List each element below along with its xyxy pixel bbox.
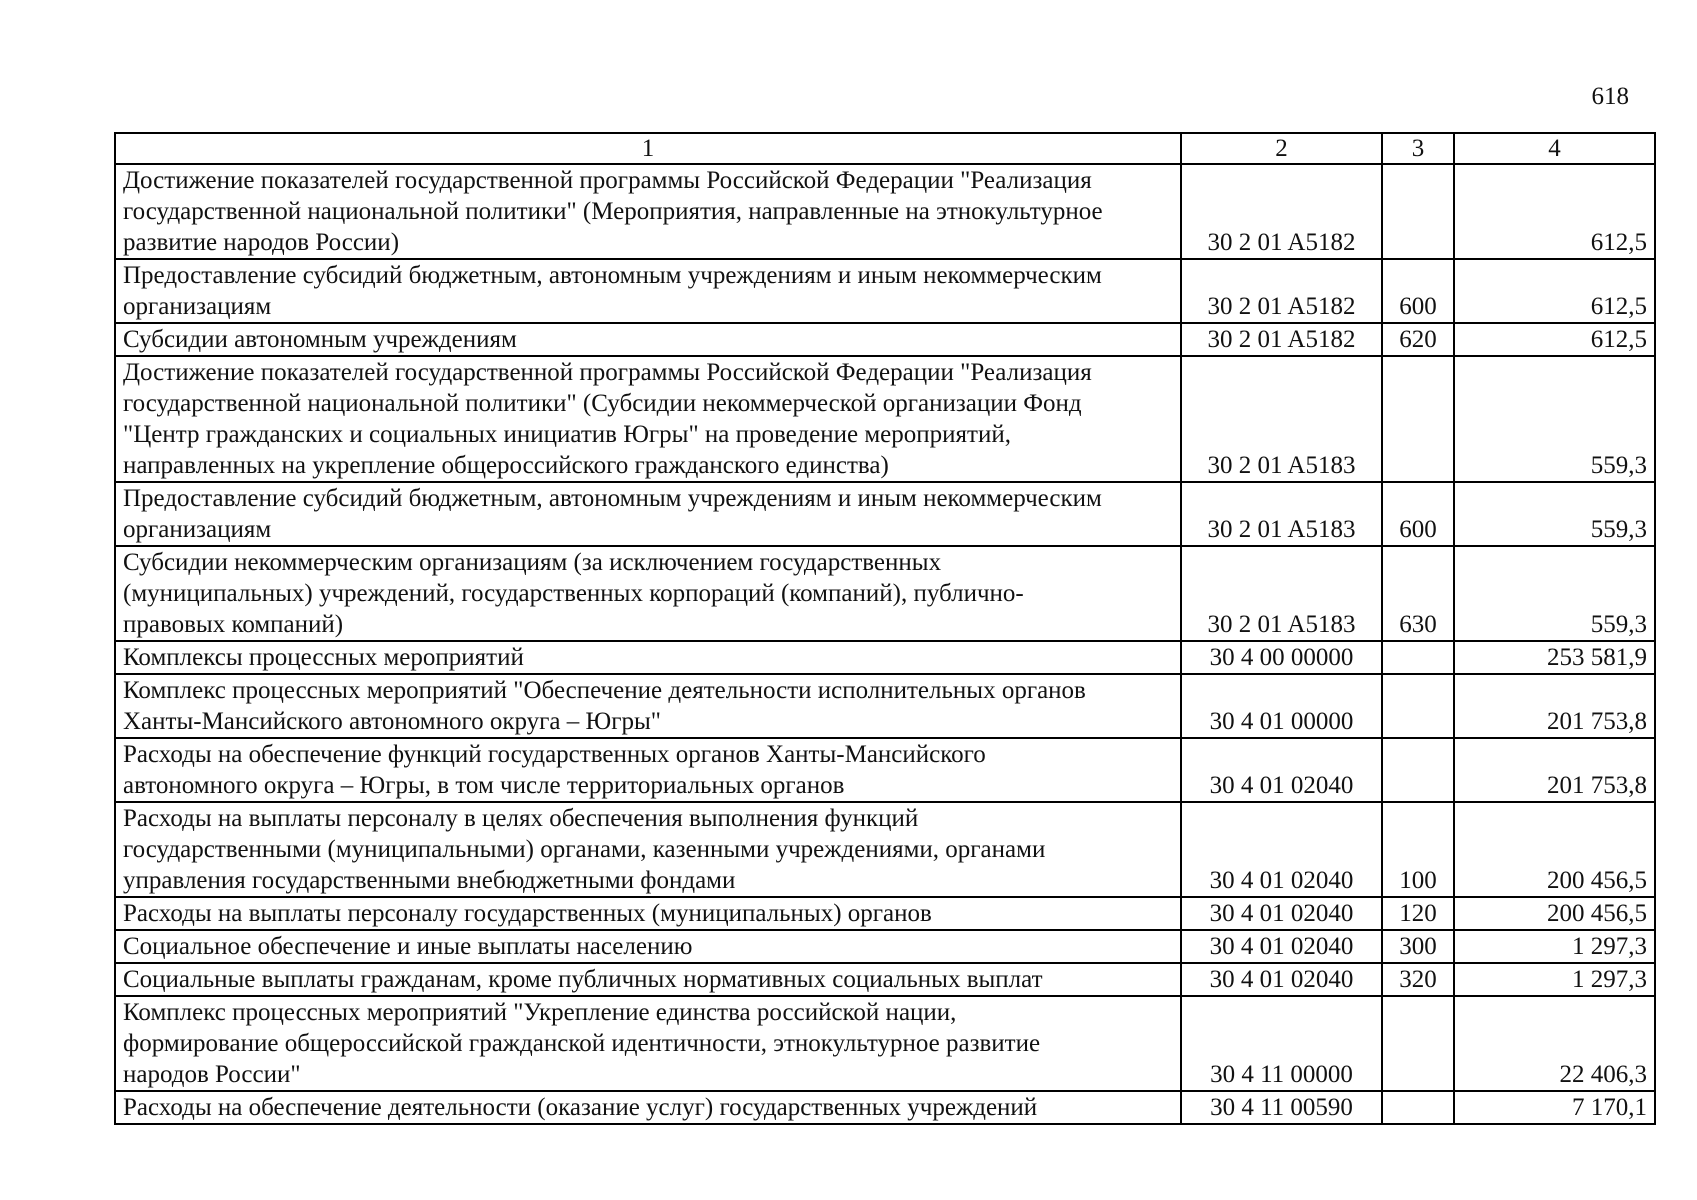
table-row <box>115 356 1655 482</box>
row-type-cell: 300 <box>1382 930 1454 963</box>
table-row <box>115 323 1655 356</box>
row-code-cell: 30 4 01 02040 <box>1181 963 1382 996</box>
row-code-cell: 30 4 00 00000 <box>1181 641 1382 674</box>
row-sum-cell: 559,3 <box>1454 546 1655 641</box>
row-code-cell: 30 2 01 A5182 <box>1181 259 1382 323</box>
table-row <box>115 802 1655 897</box>
table-row <box>115 963 1655 996</box>
row-type-cell: 120 <box>1382 897 1454 930</box>
row-name-cell: Социальные выплаты гражданам, кроме публичных нормативных социальных выплат <box>115 963 1181 996</box>
row-sum-cell: 22 406,3 <box>1454 996 1655 1091</box>
row-type-cell <box>1382 641 1454 674</box>
table-row <box>115 259 1655 323</box>
table-body <box>115 164 1655 1124</box>
row-type-cell <box>1382 738 1454 802</box>
header-col-3: 3 <box>1382 133 1454 164</box>
row-sum-cell: 1 297,3 <box>1454 963 1655 996</box>
row-type-cell: 620 <box>1382 323 1454 356</box>
row-code-cell: 30 2 01 A5183 <box>1181 356 1382 482</box>
row-sum-cell: 201 753,8 <box>1454 738 1655 802</box>
table-row <box>115 930 1655 963</box>
row-code-cell: 30 4 01 00000 <box>1181 674 1382 738</box>
row-sum-cell: 200 456,5 <box>1454 897 1655 930</box>
row-name-cell: Предоставление субсидий бюджетным, автономным учреждениям и иным некоммерческим организациям <box>115 259 1181 323</box>
row-sum-cell: 559,3 <box>1454 356 1655 482</box>
header-row <box>115 133 1655 164</box>
row-name-cell: Расходы на выплаты персоналу государственных (муниципальных) органов <box>115 897 1181 930</box>
row-sum-cell: 612,5 <box>1454 323 1655 356</box>
table-row <box>115 897 1655 930</box>
row-type-cell <box>1382 164 1454 259</box>
row-name-cell: Субсидии некоммерческим организациям (за исключением государственных (муниципальных) учреждений, государственных корпораций (компаний), публично- правовых компаний) <box>115 546 1181 641</box>
row-code-cell: 30 4 01 02040 <box>1181 930 1382 963</box>
row-code-cell: 30 4 01 02040 <box>1181 802 1382 897</box>
row-name-cell: Расходы на выплаты персоналу в целях обеспечения выполнения функций государственными (муниципальными) органами, казенными учреждениями, органами управления государственными внебюджетными фондами <box>115 802 1181 897</box>
row-code-cell: 30 4 11 00590 <box>1181 1091 1382 1124</box>
row-type-cell: 630 <box>1382 546 1454 641</box>
row-type-cell: 600 <box>1382 482 1454 546</box>
row-sum-cell: 559,3 <box>1454 482 1655 546</box>
row-name-cell: Предоставление субсидий бюджетным, автономным учреждениям и иным некоммерческим организациям <box>115 482 1181 546</box>
row-sum-cell: 1 297,3 <box>1454 930 1655 963</box>
row-sum-cell: 612,5 <box>1454 259 1655 323</box>
budget-table <box>114 132 1656 1125</box>
row-name-cell: Достижение показателей государственной программы Российской Федерации "Реализация государственной национальной политики" (Мероприятия, направленные на этнокультурное развитие народов России) <box>115 164 1181 259</box>
row-type-cell: 100 <box>1382 802 1454 897</box>
row-sum-cell: 7 170,1 <box>1454 1091 1655 1124</box>
row-code-cell: 30 2 01 A5183 <box>1181 546 1382 641</box>
row-type-cell: 600 <box>1382 259 1454 323</box>
row-code-cell: 30 4 01 02040 <box>1181 897 1382 930</box>
row-name-cell: Комплексы процессных мероприятий <box>115 641 1181 674</box>
table-row <box>115 482 1655 546</box>
table-row <box>115 996 1655 1091</box>
row-code-cell: 30 2 01 A5183 <box>1181 482 1382 546</box>
row-name-cell: Комплекс процессных мероприятий "Обеспечение деятельности исполнительных органов Ханты-Мансийского автономного округа – Югры" <box>115 674 1181 738</box>
row-type-cell <box>1382 996 1454 1091</box>
row-code-cell: 30 4 01 02040 <box>1181 738 1382 802</box>
table-row <box>115 546 1655 641</box>
row-type-cell <box>1382 674 1454 738</box>
row-name-cell: Социальное обеспечение и иные выплаты населению <box>115 930 1181 963</box>
row-name-cell: Расходы на обеспечение деятельности (оказание услуг) государственных учреждений <box>115 1091 1181 1124</box>
row-code-cell: 30 2 01 A5182 <box>1181 164 1382 259</box>
row-code-cell: 30 2 01 A5182 <box>1181 323 1382 356</box>
table-row <box>115 738 1655 802</box>
row-sum-cell: 253 581,9 <box>1454 641 1655 674</box>
row-name-cell: Субсидии автономным учреждениям <box>115 323 1181 356</box>
page-number: 618 <box>1591 83 1629 110</box>
row-name-cell: Расходы на обеспечение функций государственных органов Ханты-Мансийского автономного округа – Югры, в том числе территориальных органов <box>115 738 1181 802</box>
row-type-cell: 320 <box>1382 963 1454 996</box>
row-code-cell: 30 4 11 00000 <box>1181 996 1382 1091</box>
header-col-4: 4 <box>1454 133 1655 164</box>
header-col-1: 1 <box>115 133 1181 164</box>
header-col-2: 2 <box>1181 133 1382 164</box>
table-row <box>115 641 1655 674</box>
table-row <box>115 674 1655 738</box>
row-sum-cell: 612,5 <box>1454 164 1655 259</box>
table-row <box>115 1091 1655 1124</box>
row-sum-cell: 201 753,8 <box>1454 674 1655 738</box>
table-row <box>115 164 1655 259</box>
row-name-cell: Достижение показателей государственной программы Российской Федерации "Реализация государственной национальной политики" (Субсидии некоммерческой организации Фонд "Центр гражданских и социальных инициатив Югры" на проведение мероприятий, направленных на укрепление общероссийского гражданского единства) <box>115 356 1181 482</box>
row-name-cell: Комплекс процессных мероприятий "Укрепление единства российской нации, формирование общероссийской гражданской идентичности, этнокультурное развитие народов России" <box>115 996 1181 1091</box>
row-sum-cell: 200 456,5 <box>1454 802 1655 897</box>
row-type-cell <box>1382 1091 1454 1124</box>
row-type-cell <box>1382 356 1454 482</box>
